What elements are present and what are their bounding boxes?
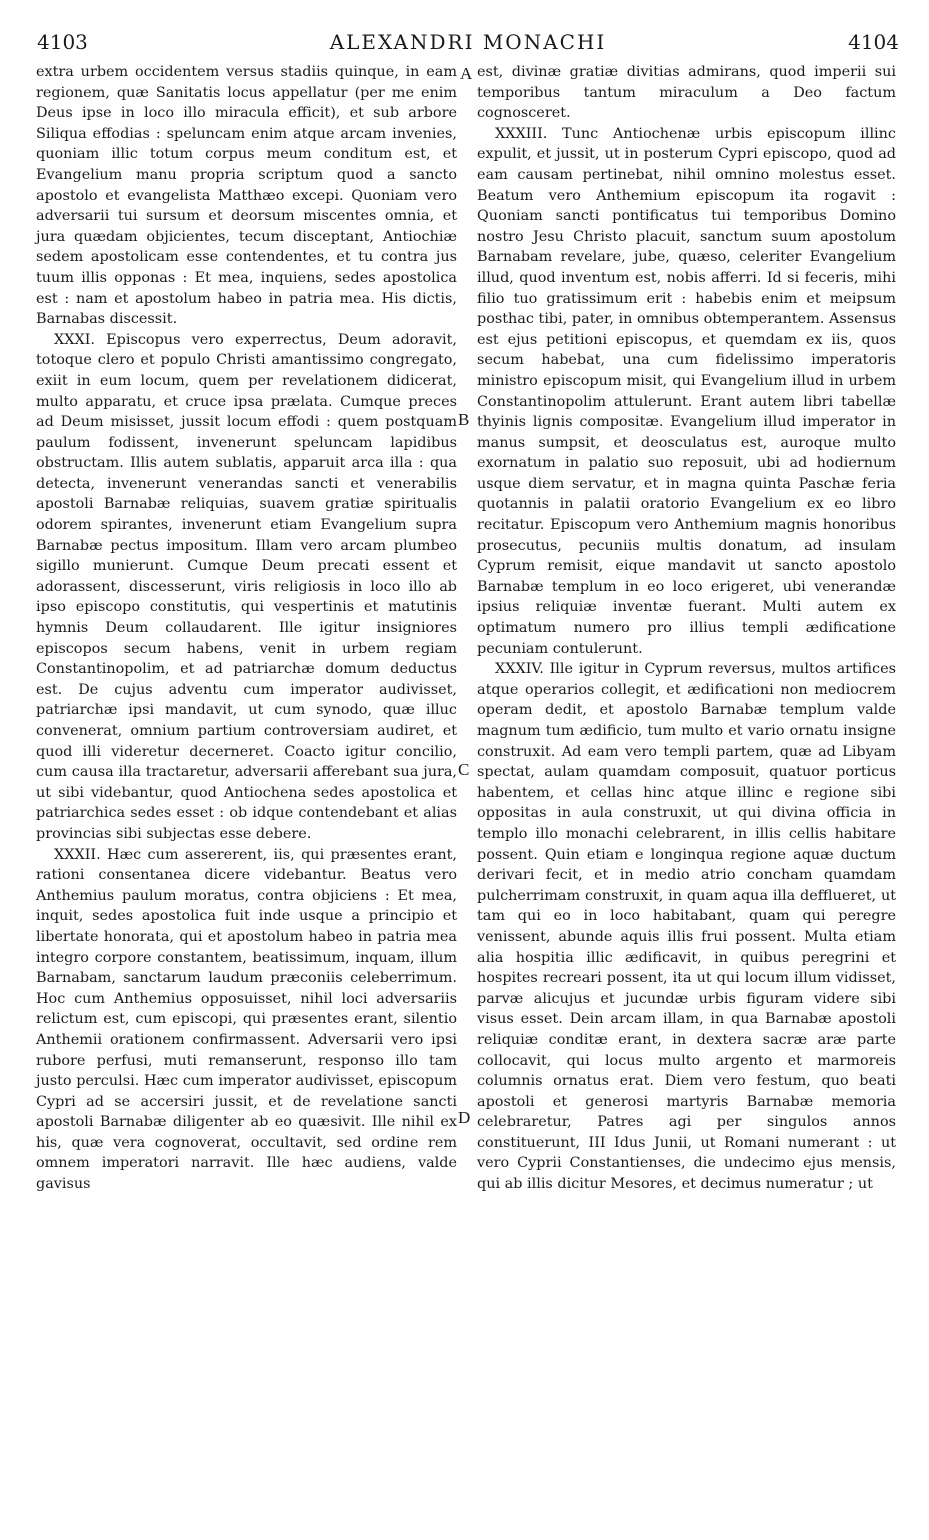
- paragraph: est, divinæ gratiæ divitias admirans, quod imperii sui temporibus tantum miraculum a Deo factum cognosceret.: [477, 64, 896, 122]
- margin-letter-c: C: [458, 760, 470, 779]
- paragraph: XXXIII. Tunc Antiochenæ urbis episcopum illinc expulit, et jussit, ut in posterum Cypri episcopo, quod ad eam causam pertinebat, nihil omnino molestus esset. Beatum vero Anthemium episcopum ita rogavit : Quoniam sancti pontificatus tui temporibus Domino nostro Jesu Christo placuit, sanctum suum apostolum Barnabam revelare, jube, quæso, celeriter Evangelium illud, quod inventum est, nobis afferri. Id si feceris, mihi filio tuo gratissimum erit : habebis enim et meipsum posthac tibi, pater, in omnibus obtemperantem. Assensus est ejus petitioni episcopus, et quemdam ex iis, quos secum habebat, una cum fidelissimo imperatoris ministro episcopum misit, qui Evangelium illud in urbem Constantinopolim attulerunt. Erant autem libri tabellæ thyinis lignis compositæ. Evangelium illud imperator in manus sumpsit, et deosculatus est, auroque multo exornatum in palatio suo reposuit, ubi ad hodiernum usque diem servatur, et in magna quinta Paschæ feria quotannis in palatii oratorio Evangelium ex eo libro recitatur. Episcopum vero Anthemium magnis honoribus prosecutus, pecuniis multis donatum, ad insulam Cyprum remisit, eique mandavit ut sancto apostolo Barnabæ templum in eo loco erigeret, ubi venerandæ ipsius reliquiæ inventæ fuerant. Multi autem ex optimatum numero pro illius templi ædificatione pecuniam contulerunt.: [477, 125, 896, 657]
- page-header: [37, 30, 899, 56]
- paragraph: XXXII. Hæc cum assererent, iis, qui præsentes erant, rationi consentanea dicere videbantur. Beatus vero Anthemius paulum moratus, contra objiciens : Et mea, inquit, sedes apostolica fuit inde usque a principio et libertate honorata, qui et apostolum habeo in patria mea integro corpore constantem, beatissimum, inquam, illum Barnabam, sanctarum laudum præconiis celeberrimum. Hoc cum Anthemius opposuisset, nihil loci adversariis relictum est, cum episcopi, qui præsentes erant, silentio Anthemii orationem confirmassent. Adversarii vero ipsi rubore perfusi, muti remanserunt, responso illo tam justo perculsi. Hæc cum imperator audivisset, episcopum Cypri ad se accersiri jussit, et de revelatione sancti apostoli Barnabæ diligenter ab eo quæsivit. Ille nihil ex his, quæ vera cognoverat, occultavit, sed ordine rem omnem imperatori narravit. Ille hæc audiens, valde gavisus: [36, 846, 457, 1193]
- paragraph: extra urbem occidentem versus stadiis quinque, in eam regionem, quæ Sanitatis locus appellatur (per me enim Deus ipse in loco illo miracula efficit), et sub arbore Siliqua effodias : speluncam enim atque arcam invenies, quoniam illic totum corpus meum conditum est, et Evangelium manu propria scriptum quod a sancto apostolo et evangelista Matthæo excepi. Quoniam vero adversarii tui sursum et deorsum miscentes omnia, et jura quædam objicientes, tecum disceptant, Antiochiæ sedem apostolicam esse contendentes, et tu contra jus tuum illis opponas : Et mea, inquiens, sedes apostolica est : nam et apostolum habeo in patria mea. His dictis, Barnabas discessit.: [36, 64, 457, 328]
- margin-letter-b: B: [458, 410, 470, 429]
- page-number-right: 4104: [848, 30, 899, 54]
- margin-letter-d: D: [458, 1108, 471, 1127]
- paragraph: XXXIV. Ille igitur in Cyprum reversus, multos artifices atque operarios collegit, et ædificationi non mediocrem operam dedit, et apostolo Barnabæ templum valde magnum tum ædificio, tum multo et vario ornatu insigne construxit. Ad eam vero templi partem, quæ ad Libyam spectat, aulam quamdam composuit, quatuor porticus habentem, et cellas hinc atque illinc e regione sibi oppositas in aula construxit, ut qui divina officia in templo illo monachi celebrarent, in illis cellis habitare possent. Quin etiam e longinqua regione aquæ ductum derivari fecit, et in medio atrio concham quamdam pulcherrimam construxit, in quam aqua illa defflueret, ut tam qui eo in loco habitabant, quam qui peregre venissent, abunde aquis illis frui possent. Multa etiam alia hospitia illic ædificavit, in quibus peregrini et hospites recreari possent, ita ut qui locum illum vidisset, parvæ alicujus et jucundæ urbis figuram videre sibi visus esset. Dein arcam illam, in qua Barnabæ apostoli reliquiæ conditæ erant, in dextera sacræ aræ parte collocavit, qui locus multo argento et marmoreis columnis ornatus erat. Diem vero festum, quo beati apostoli et generosi martyris Barnabæ memoria celebraretur, Patres agi per singulos annos constituerunt, III Idus Junii, ut Romani numerant : ut vero Cyprii Constantienses, die undecimo ejus mensis, qui ab illis dicitur Mesores, et decimus numeratur ; ut: [477, 661, 896, 1193]
- left-column: [36, 62, 457, 1195]
- margin-letter-a: A: [460, 64, 473, 83]
- page-number-left: 4103: [37, 30, 88, 54]
- running-title: ALEXANDRI MONACHI: [329, 30, 607, 54]
- paragraph: XXXI. Episcopus vero experrectus, Deum adoravit, totoque clero et populo Christi amantissimo congregato, exiit in eum locum, quem per revelationem didicerat, multo apparatu, et cruce ipsa prælata. Cumque preces ad Deum misisset, jussit locum effodi : quem postquam paulum fodissent, invenerunt speluncam lapidibus obstructam. Illis autem sublatis, apparuit arca illa : qua detecta, invenerunt venerandas sancti et venerabilis apostoli Barnabæ reliquias, suavem gratiæ spiritualis odorem spirantes, invenerunt etiam Evangelium supra Barnabæ pectus impositum. Illam vero arcam plumbeo sigillo munierunt. Cumque Deum precati essent et adorassent, discesserunt, viris religiosis in loco illo ab ipso episcopo constitutis, qui vespertinis et matutinis hymnis Deum collaudarent. Ille igitur insigniores episcopos secum habens, venit in urbem regiam Constantinopolim, et ad patriarchæ domum deductus est. De cujus adventu cum imperator audivisset, patriarchæ ipsi mandavit, ut cum synodo, quæ illuc convenerat, omnium partium controversiam audiret, et quod illi videretur decerneret. Coacto igitur concilio, cum causa illa tractaretur, adversarii afferebant sua jura, ut sibi videbantur, quod Antiochena sedes apostolica et patriarchica sedes esset : ob idque contendebant et alias provincias sibi subjectas esse debere.: [36, 331, 457, 842]
- right-column: [477, 62, 896, 1195]
